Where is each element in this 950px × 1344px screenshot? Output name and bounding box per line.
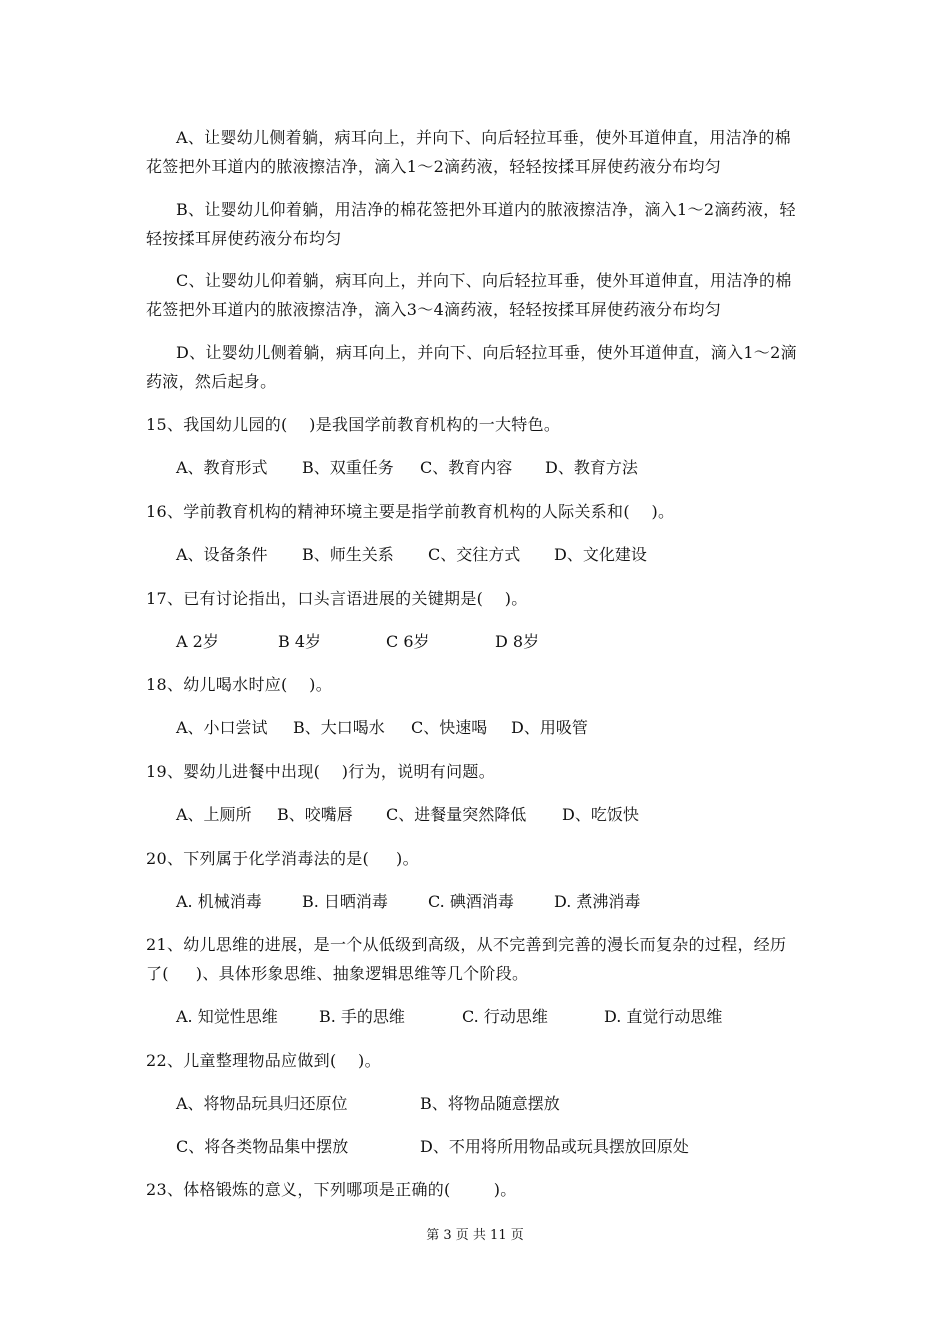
q22-stem: 22、儿童整理物品应做到( )。 (146, 1051, 381, 1070)
q18-option-a: A、小口尝试 (176, 718, 268, 737)
q19-option-d: D、吃饭快 (562, 805, 639, 824)
q19-option-a: A、上厕所 (176, 805, 252, 824)
q21-option-b: B. 手的思维 (319, 1007, 405, 1026)
q17-option-b: B 4岁 (278, 632, 322, 651)
q19-option-b: B、咬嘴唇 (277, 805, 353, 824)
q19-stem: 19、婴幼儿进餐中出现( )行为，说明有问题。 (146, 762, 495, 781)
q17-option-c: C 6岁 (386, 632, 430, 651)
q20-option-b: B. 日晒消毒 (302, 892, 388, 911)
q17-option-a: A 2岁 (176, 632, 219, 651)
q17-stem: 17、已有讨论指出，口头言语进展的关键期是( )。 (146, 589, 528, 608)
q20-option-a: A. 机械消毒 (176, 892, 262, 911)
q14-option-a-line-1: A、让婴幼儿侧着躺，病耳向上，并向下、向后轻拉耳垂，使外耳道伸直，用洁净的棉 (176, 128, 791, 147)
q20-option-d: D. 煮沸消毒 (554, 892, 641, 911)
q20-option-c: C. 碘酒消毒 (428, 892, 514, 911)
q18-option-c: C、快速喝 (411, 718, 488, 737)
q14-option-c-line-2: 花签把外耳道内的脓液擦洁净，滴入3～4滴药液，轻轻按揉耳屏使药液分布均匀 (146, 300, 722, 319)
q22-option-c: C、将各类物品集中摆放 (176, 1137, 349, 1156)
q18-option-b: B、大口喝水 (293, 718, 385, 737)
q16-option-a: A、设备条件 (176, 545, 268, 564)
q14-option-d-line-2: 药液，然后起身。 (146, 372, 277, 391)
q17-option-d: D 8岁 (495, 632, 540, 651)
q14-option-a-line-2: 花签把外耳道内的脓液擦洁净，滴入1～2滴药液，轻轻按揉耳屏使药液分布均匀 (146, 157, 722, 176)
q23-stem: 23、体格锻炼的意义，下列哪项是正确的( )。 (146, 1180, 517, 1199)
q16-stem: 16、学前教育机构的精神环境主要是指学前教育机构的人际关系和( )。 (146, 502, 675, 521)
q16-option-d: D、文化建设 (554, 545, 647, 564)
page-footer: 第 3 页 共 11 页 (426, 1228, 524, 1243)
q15-stem: 15、我国幼儿园的( )是我国学前教育机构的一大特色。 (146, 415, 561, 434)
q21-option-d: D. 直觉行动思维 (604, 1007, 723, 1026)
q14-option-d-line-1: D、让婴幼儿侧着躺，病耳向上，并向下、向后轻拉耳垂，使外耳道伸直，滴入1～2滴 (176, 343, 797, 362)
q14-option-b-line-2: 轻按揉耳屏使药液分布均匀 (146, 229, 342, 248)
q21-stem-line-2: 了( )、具体形象思维、抽象逻辑思维等几个阶段。 (146, 964, 529, 983)
q16-option-b: B、师生关系 (302, 545, 394, 564)
q18-option-d: D、用吸管 (511, 718, 588, 737)
q22-option-d: D、不用将所用物品或玩具摆放回原处 (420, 1137, 689, 1156)
q15-option-b: B、双重任务 (302, 458, 394, 477)
q22-option-b: B、将物品随意摆放 (420, 1094, 560, 1113)
q21-option-a: A. 知觉性思维 (176, 1007, 278, 1026)
q22-option-a: A、将物品玩具归还原位 (176, 1094, 348, 1113)
q15-option-d: D、教育方法 (545, 458, 638, 477)
q14-option-b-line-1: B、让婴幼儿仰着躺，用洁净的棉花签把外耳道内的脓液擦洁净，滴入1～2滴药液，轻 (176, 200, 796, 219)
q15-option-a: A、教育形式 (176, 458, 268, 477)
q20-stem: 20、下列属于化学消毒法的是( )。 (146, 849, 419, 868)
q19-option-c: C、进餐量突然降低 (386, 805, 527, 824)
q21-stem-line-1: 21、幼儿思维的进展，是一个从低级到高级，从不完善到完善的漫长而复杂的过程，经历 (146, 935, 787, 954)
q16-option-c: C、交往方式 (428, 545, 521, 564)
q18-stem: 18、幼儿喝水时应( )。 (146, 675, 332, 694)
q14-option-c-line-1: C、让婴幼儿仰着躺，病耳向上，并向下、向后轻拉耳垂，使外耳道伸直，用洁净的棉 (176, 271, 792, 290)
q15-option-c: C、教育内容 (420, 458, 513, 477)
q21-option-c: C. 行动思维 (462, 1007, 548, 1026)
